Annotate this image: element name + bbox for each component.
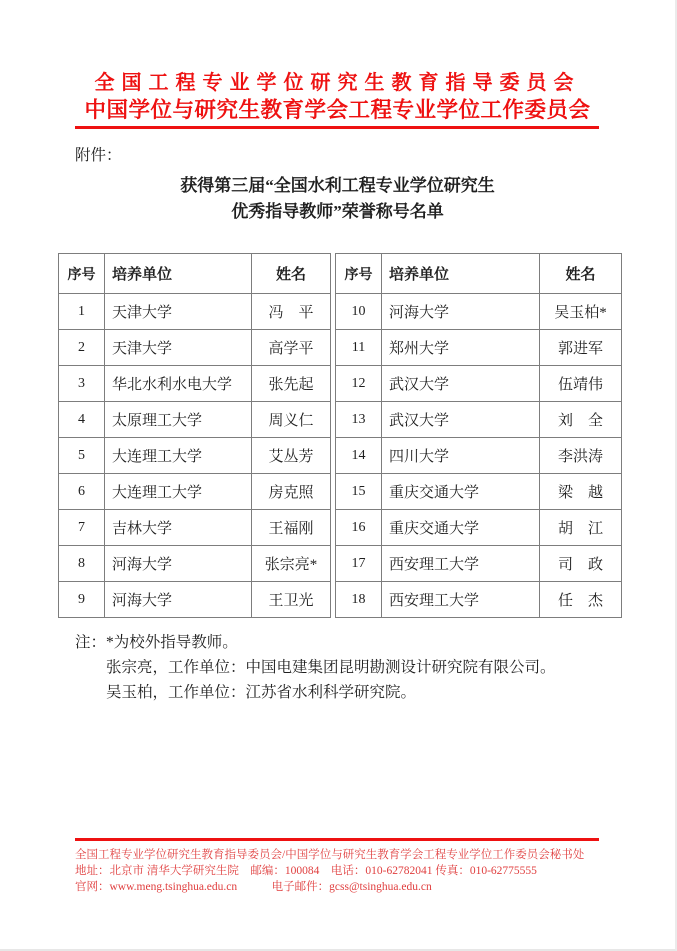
serial-cell: 13 — [336, 402, 382, 438]
serial-cell: 4 — [59, 402, 105, 438]
header-unit: 培养单位 — [382, 254, 540, 294]
letterhead-line2: 中国学位与研究生教育学会工程专业学位工作委员会 — [84, 98, 591, 122]
serial-cell: 11 — [336, 330, 382, 366]
header-name: 姓名 — [252, 254, 331, 294]
unit-cell: 吉林大学 — [105, 510, 252, 546]
unit-cell: 河海大学 — [105, 546, 252, 582]
unit-cell: 武汉大学 — [382, 366, 540, 402]
unit-cell: 武汉大学 — [382, 402, 540, 438]
name-cell: 房克照 — [252, 474, 331, 510]
serial-cell: 7 — [59, 510, 105, 546]
table-row — [336, 438, 622, 474]
awards-table-left — [58, 253, 331, 618]
table-row — [59, 510, 331, 546]
document-title — [0, 173, 675, 225]
name-cell: 王卫光 — [252, 582, 331, 618]
table-row — [59, 366, 331, 402]
table-row — [336, 582, 622, 618]
serial-cell: 10 — [336, 294, 382, 330]
unit-cell: 河海大学 — [105, 582, 252, 618]
table-row — [59, 330, 331, 366]
name-cell: 艾丛芳 — [252, 438, 331, 474]
footer — [75, 838, 599, 895]
unit-cell: 河海大学 — [382, 294, 540, 330]
unit-cell: 天津大学 — [105, 294, 252, 330]
serial-cell: 1 — [59, 294, 105, 330]
unit-cell: 天津大学 — [105, 330, 252, 366]
table-row — [59, 546, 331, 582]
table-row — [59, 582, 331, 618]
table-row — [59, 438, 331, 474]
name-cell: 吴玉柏* — [540, 294, 622, 330]
serial-cell: 6 — [59, 474, 105, 510]
letterhead-line1: 全国工程专业学位研究生教育指导委员会 — [94, 72, 581, 94]
serial-cell: 15 — [336, 474, 382, 510]
unit-cell: 西安理工大学 — [382, 582, 540, 618]
footer-rule — [75, 838, 599, 841]
name-cell: 张先起 — [252, 366, 331, 402]
name-cell: 胡 江 — [540, 510, 622, 546]
serial-cell: 9 — [59, 582, 105, 618]
table-row — [336, 546, 622, 582]
table-body-left — [59, 294, 331, 618]
note-line2: 张宗亮，工作单位：中国电建集团昆明勘测设计研究院有限公司。 — [106, 659, 556, 676]
awards-table-right — [335, 253, 622, 618]
name-cell: 刘 全 — [540, 402, 622, 438]
footer-secretariat-line: 全国工程专业学位研究生教育指导委员会/中国学位与研究生教育学会工程专业学位工作委员会秘书处 — [75, 849, 585, 861]
name-cell: 梁 越 — [540, 474, 622, 510]
serial-cell: 2 — [59, 330, 105, 366]
name-cell: 高学平 — [252, 330, 331, 366]
table-header-row — [336, 254, 622, 294]
name-cell: 任 杰 — [540, 582, 622, 618]
footer-contact-line: 官网：www.meng.tsinghua.edu.cn 电子邮件：gcss@tsinghua.edu.cn — [75, 881, 432, 893]
name-cell: 司 政 — [540, 546, 622, 582]
note-line3: 吴玉柏，工作单位：江苏省水利科学研究院。 — [106, 684, 417, 701]
unit-cell: 四川大学 — [382, 438, 540, 474]
table-header — [59, 254, 331, 294]
name-cell: 张宗亮* — [252, 546, 331, 582]
table-row — [336, 294, 622, 330]
table-row — [59, 474, 331, 510]
table-row — [336, 330, 622, 366]
table-header — [336, 254, 622, 294]
unit-cell: 西安理工大学 — [382, 546, 540, 582]
header-unit: 培养单位 — [105, 254, 252, 294]
document-title-line1: 获得第三届“全国水利工程专业学位研究生 — [180, 176, 495, 195]
table-body-right — [336, 294, 622, 618]
letterhead — [0, 70, 675, 129]
awards-tables — [58, 253, 675, 618]
unit-cell: 重庆交通大学 — [382, 474, 540, 510]
serial-cell: 5 — [59, 438, 105, 474]
name-cell: 郭进军 — [540, 330, 622, 366]
name-cell: 王福刚 — [252, 510, 331, 546]
table-row — [336, 402, 622, 438]
unit-cell: 大连理工大学 — [105, 438, 252, 474]
serial-cell: 12 — [336, 366, 382, 402]
serial-cell: 3 — [59, 366, 105, 402]
notes-block — [75, 630, 675, 705]
letterhead-rule — [75, 126, 599, 129]
serial-cell: 14 — [336, 438, 382, 474]
document-title-line2: 优秀指导教师”荣誉称号名单 — [231, 202, 444, 221]
serial-cell: 8 — [59, 546, 105, 582]
header-name: 姓名 — [540, 254, 622, 294]
serial-cell: 18 — [336, 582, 382, 618]
unit-cell: 重庆交通大学 — [382, 510, 540, 546]
table-row — [336, 474, 622, 510]
table-row — [59, 402, 331, 438]
table-row — [336, 510, 622, 546]
name-cell: 李洪涛 — [540, 438, 622, 474]
name-cell: 周义仁 — [252, 402, 331, 438]
name-cell: 伍靖伟 — [540, 366, 622, 402]
table-header-row — [59, 254, 331, 294]
attachment-label: 附件： — [75, 147, 122, 164]
table-row — [59, 294, 331, 330]
unit-cell: 太原理工大学 — [105, 402, 252, 438]
header-serial: 序号 — [59, 254, 105, 294]
note-line1: 注：*为校外指导教师。 — [75, 634, 238, 651]
serial-cell: 16 — [336, 510, 382, 546]
table-row — [336, 366, 622, 402]
name-cell: 冯 平 — [252, 294, 331, 330]
header-serial: 序号 — [336, 254, 382, 294]
serial-cell: 17 — [336, 546, 382, 582]
unit-cell: 华北水利水电大学 — [105, 366, 252, 402]
unit-cell: 郑州大学 — [382, 330, 540, 366]
footer-address-line: 地址：北京市 清华大学研究生院 邮编：100084 电话：010-62782041 传真：010-62775555 — [75, 865, 537, 877]
unit-cell: 大连理工大学 — [105, 474, 252, 510]
